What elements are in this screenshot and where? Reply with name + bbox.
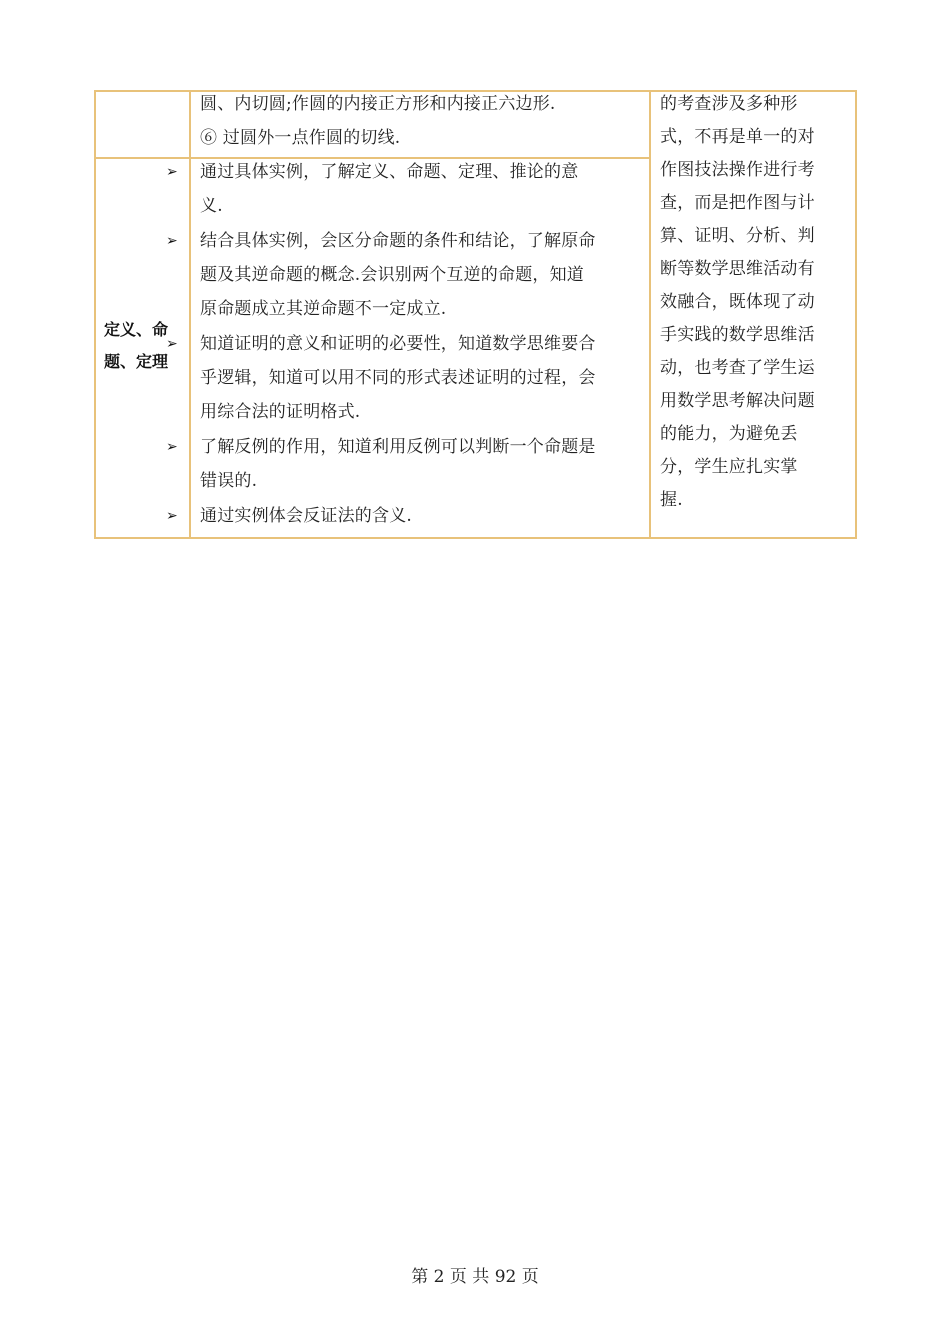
item3-line-3: 用综合法的证明格式.: [200, 402, 361, 422]
right-col-line: 的考查涉及多种形: [660, 94, 798, 114]
item3-line-2: 乎逻辑，知道可以用不同的形式表述证明的过程，会: [200, 368, 596, 388]
right-col-line: 动，也考查了学生运: [660, 358, 815, 378]
table-bottom-border: [94, 537, 857, 539]
table-right-border: [855, 90, 857, 539]
right-col-line: 分，学生应扎实掌: [660, 457, 798, 477]
item1-line-2: 义.: [200, 196, 223, 216]
right-col-line: 握.: [660, 490, 683, 510]
item4-line-1: 了解反例的作用，知道利用反例可以判断一个命题是: [200, 437, 596, 457]
right-col-line: 用数学思考解决问题: [660, 391, 815, 411]
bullet-icon: ➢: [166, 164, 178, 180]
bullet-icon: ➢: [166, 336, 178, 352]
right-col-line: 效融合，既体现了动: [660, 292, 815, 312]
item5-line-1: 通过实例体会反证法的含义.: [200, 506, 413, 526]
row2-label-line-2: 题、定理: [104, 352, 169, 371]
row1-line-2: ⑥ 过圆外一点作圆的切线.: [200, 128, 401, 148]
bullet-icon: ➢: [166, 508, 178, 524]
item2-line-1: 结合具体实例，会区分命题的条件和结论，了解原命: [200, 231, 596, 251]
page-number-footer: 第 2 页 共 92 页: [411, 1267, 539, 1287]
item2-line-3: 原命题成立其逆命题不一定成立.: [200, 299, 447, 319]
right-col-line: 的能力，为避免丢: [660, 424, 798, 444]
item2-line-2: 题及其逆命题的概念.会识别两个互逆的命题，知道: [200, 265, 585, 285]
right-col-line: 手实践的数学思维活: [660, 325, 815, 345]
right-col-line: 查，而是把作图与计: [660, 193, 815, 213]
bullet-icon: ➢: [166, 233, 178, 249]
right-col-line: 断等数学思维活动有: [660, 259, 815, 279]
right-col-line: 算、证明、分析、判: [660, 226, 815, 246]
right-col-line: 式，不再是单一的对: [660, 127, 815, 147]
bullet-icon: ➢: [166, 439, 178, 455]
row2-label-line-1: 定义、命: [104, 320, 169, 339]
item3-line-1: 知道证明的意义和证明的必要性，知道数学思维要合: [200, 334, 596, 354]
item4-line-2: 错误的.: [200, 471, 258, 491]
item1-line-1: 通过具体实例，了解定义、命题、定理、推论的意: [200, 162, 579, 182]
row1-line-1: 圆、内切圆;作圆的内接正方形和内接正六边形.: [200, 94, 556, 114]
right-col-line: 作图技法操作进行考: [660, 160, 815, 180]
